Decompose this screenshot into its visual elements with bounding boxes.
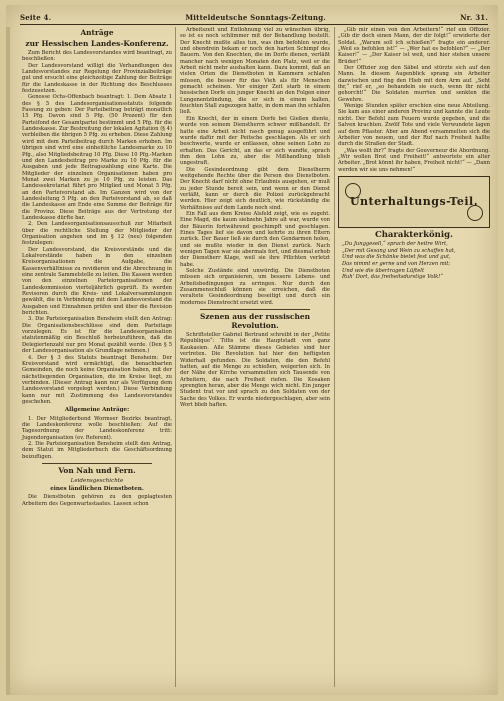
paragraph: Ein Knecht, der in einem Dorfe bei Gießen diente, wurde von seinem Dienstherrn schwer mißhandelt. Er hatte eine Arbeit nicht rasch genug ausgeführt und wurde dafür mit der Peitsche geschlagen. Als er sich beschwerte, wurde er entlassen, ohne seinen Lohn zu erhalten. Das Gericht, an das er sich wandte, sprach ihm den Lohn zu, aber die Mißhandlung blieb ungestraft.: [180, 115, 330, 167]
poem-line: Ruh' Dort, das freiheitsdurstige Volk!“: [342, 274, 443, 281]
paragraph: 3. Die Parteiorganisation Bensheim stellt den Antrag: Die Organisationsbeschlüsse sind dem Parteitage vorzulegen. Es ist für die Landesorganisation statutenmäßig ein Beschluß herbeizuführen, daß die Delegiertenzahl nur pro Monat gezählt werde. (Den § 5 der Landesorganisation als Grundlage nehmen.): [22, 316, 172, 355]
column-divider: [334, 27, 335, 687]
newspaper-title: Mitteldeutsche Sonntags-Zeitung.: [185, 12, 326, 22]
paragraph: „Gib mir einen von den Arbeitern!“ rief ein Offizier. „Gib dir doch einen Mann, der dir folgt!“ erwiderte der Soldat. „Warum soll ich schießen?“ fragte ein anderer. „Weil es befohlen ist!“ — „Wer hat es befohlen?“ — „Der Kaiser!“ — „Der Kaiser ist weit, und hier stehen unsere Brüder!“: [338, 27, 490, 65]
poem-line: „Du Junggesell,“ sprach der heitre Wirt,: [342, 241, 448, 248]
column-divider: [175, 27, 176, 687]
paragraph: Solche Zustände sind unwürdig. Die Dienstboten müssen sich organisieren, um bessere Lebens- und Arbeitsbedingungen zu erringen. Nur durch den Zusammenschluß können sie erreichen, daß die veraltete Gesindeordnung beseitigt und durch ein modernes Dienstrecht ersetzt wird.: [180, 268, 330, 306]
section-banner: [338, 176, 490, 228]
poem-line: „Der mit Gesang und Wein zu schaffen hat,: [342, 247, 456, 254]
paragraph: Der Landesvorstand willigt die Verhandlungen des Landesvorstandes zur Regelung der Provinzialbeiträge gut und ersucht eine gleichzeitige Zahlung der Beiträge für die Landeskasse in der Richtung des Beschlusses festzusetzen.: [22, 62, 172, 95]
article-heading: Von Nah und Fern.: [58, 466, 136, 475]
article-subheading: Leidensgeschichte: [70, 477, 124, 484]
divider: [42, 463, 152, 464]
column-3: [338, 27, 490, 281]
newspaper-page: [6, 5, 498, 695]
paragraph: Der Landesvorstand, die Kreisvorstände und die Lokalvorstände haben in den einzelnen Kreisorganisationen die Aufgabe, die Kassenverhältnisse zu revidieren und die Abrechnung in eine zentrale Sammelstelle zu leiten. Die Kassen werden von den einzelnen Parteiorganisationen der Landeskommission vierteljährlich geprüft. Es werden Revisoren durch die Kreis- und Lokalversammlungen gewählt, die in Verbindung mit dem Landesvorstand die Ausgaben und Einnahmen prüfen und über die Revision berichten.: [22, 246, 172, 317]
section-heading: Allgemeine Anträge:: [64, 407, 130, 414]
poem-title: Charakterkönig.: [374, 229, 453, 240]
section-banner-title: Unterhaltungs-Teil.: [349, 194, 479, 208]
ornament-icon: [345, 183, 361, 199]
paragraph: Der Offizier zog den Säbel und stürzte sich auf den Mann. In diesem Augenblick sprang ein Arbeiter dazwischen und fing den Hieb mit dem Arm auf. „Seht ihr,“ rief er, „so behandeln sie euch, wenn ihr nicht gehorcht!“ Die Soldaten murrten und senkten die Gewehre.: [338, 65, 490, 103]
page-gutter: [6, 27, 10, 695]
paragraph: Zum Bericht des Landesvorstandes wird beantragt, zu beschließen:: [22, 50, 172, 63]
paragraph: Wenige Stunden später erschien eine neue Abteilung. Sie kam aus einer anderen Provinz und kannte die Leute nicht. Der Befehl zum Feuern wurde gegeben, und die Salven krachten. Zwölf Tote und viele Verwundete lagen auf dem Pflaster. Aber am Abend versammelten sich die Arbeiter von neuem, und der Ruf nach Freiheit hallte durch die Straßen der Stadt.: [338, 103, 490, 148]
paragraph: Ein Fall aus dem Kreise Alsfeld zeigt, wie es zugeht. Eine Magd, die kaum siebzehn Jahre alt war, wurde von der Bäuerin fortwährend geschimpft und geschlagen. Eines Tages lief sie davon und kehrte zu ihren Eltern zurück. Der Bauer ließ sie durch den Gendarmen holen, und sie mußte wieder in den Dienst zurück. Nach wenigen Tagen war sie abermals fort, und diesmal erhob der Dienstherr Klage, weil sie ihre Pflichten verletzt habe.: [180, 210, 330, 268]
article-heading: Szenen aus der russischen Revolution.: [200, 312, 310, 330]
paragraph: Arbeitszeit und Entlohnung viel zu wünschen übrig, so ist es noch schlimmer mit der Behandlung bestellt. Der Knecht mußte alles tun, was ihm befohlen wurde, und obendrein bekam er noch den harten Schimpf des Bauern. Von den Knechten, die im Dorfe dienen, verläßt mancher nach wenigen Monaten den Platz, weil er die Arbeit nicht mehr aushalten kann. Dazu kommt, daß an vielen Orten die Dienstboten in Kammern schlafen müssen, die besser für das Vieh als für Menschen gemacht scheinen. Vor einiger Zeit starb in einem hessischen Dorfe ein junger Knecht an den Folgen einer Lungenentzündung, die er sich in einem kalten, feuchten Stall zugezogen hatte, in dem man ihn schlafen ließ.: [180, 27, 330, 116]
column-1: [22, 27, 172, 507]
paragraph: Die Gesindeordnung gibt dem Dienstherrn weitgehende Rechte über die Person des Dienstboten. Der Knecht darf nicht ohne Erlaubnis ausgehen, er muß zu jeder Stunde bereit sein, und wenn er den Dienst verläßt, kann er durch die Polizei zurückgebracht werden. Hier zeigt sich deutlich, wie rückständig die Verhältnisse auf dem Lande noch sind.: [180, 166, 330, 211]
article-subheading: eines ländlichen Dienstboten.: [50, 485, 144, 492]
article-subheading: zur Hessischen Landes-Konferenz.: [25, 38, 169, 48]
column-2: [180, 27, 330, 408]
paragraph: 2. Die Parteiorganisation Bensheim stellt den Antrag, dem Statut im Mitgliederbuch die Geschäftsordnung beizufügen.: [22, 440, 172, 460]
poem-line: Und wie die übertragen Lüftelt: [342, 267, 425, 274]
header-rule: [20, 24, 488, 25]
paragraph: 4. Der § 3 des Statuts beantragt Bensheim: Der Kreisvorstand wird ermächtigt, die benachbarten Gemeinden, die noch keine Organisation haben, mit der nächstliegenden Organisation, die im Kreise liegt, zu verbinden. (Dieser Antrag kann nur als Verfügung dem Landesvorstand vorgelegt werden.) Diese Verbindung kann nur mit Zustimmung des Landesvorstandes geschehen.: [22, 354, 172, 405]
paragraph: Schriftsteller Gabriel Bertrand schreibt in der „Petite République“: Tiflis ist die Hauptstadt von ganz Kaukasien. Alle Stämme dieses Gebietes sind hier vertreten. Die Revolution hat hier den heftigsten Widerhall gefunden. Die Soldaten, die den Befehl hatten, auf die Menge zu schießen, weigerten sich. In der Nähe der Kirche versammelten sich Tausende von Arbeitern, die nach Freiheit riefen. Die Kosaken sprengten heran, aber die Menge wich nicht. Ein junger Student trat vor und sprach zu den Soldaten von der Sache des Volkes. Er wurde niedergeschlagen, aber sein Wort blieb haften.: [180, 332, 330, 408]
poem-line: Und was die Schänke bietet fest und gut,: [342, 254, 451, 261]
paragraph: 1. Der Mitgliederbund Wormser Bezirks beantragt, die Landeskonferenz wolle beschließen: Auf die Tagesordnung der Landeskonferenz tritt: Jugendorganisation (ev. Referent).: [22, 415, 172, 441]
poem-line: Das nimmt er gerne und von Herzen mit;: [342, 261, 451, 268]
ornament-icon: [467, 205, 483, 221]
page-number: Seite 4.: [20, 12, 52, 22]
paragraph: Die Dienstboten gehören zu den geplagtesten Arbeitern des Gegenwartsstaates. Lassen schon: [22, 494, 172, 507]
paragraph: Genosse Ochs-Offenbach beantragt: 1. Dem Absatz 1 des § 5 des Landesorganisationsstatuts folgende Fassung zu geben: Der Parteibeitrag beträgt monatlich 15 Pfg. Davon sind 5 Pfg. (50 Prozent) für den Parteifond der Gesamtpartei bestimmt und 5 Pfg. für die Landeskasse. Zur Bestreitung der lokalen Agitation (§ 4) verbleiben die übrigen 5 Pfg. zu erheben. Diese Zahlung wird mit dem Parteibeitrag durch Marken erhoben. Im übrigen sind wird eine einheitliche Landesmarke zu 10 Pfg., also Mitgliedsbeitrag 10 Pfg. Diese 10 Pfg.-Marken und den Landesbeitrag pro Marke zu 10 Pfg. für die Ausgaben und jede Beitragszahlung eine Karte. Die Mitglieder der einzelnen Organisationen haben pro Monat zwei Marken zu je 10 Pfg. zu leisten. Das Landessekretariat führt pro Mitglied und Monat 5 Pfg. an den Parteivorstand ab. Im Ganzen wird von der Landesleitung 5 Pfg. an den Parteivorstand ab, so daß die Landeskasse am Ende eine Summe der Beiträge für die Provinz. Diese Beiträge aus der Vertretung der Landeskasse dürfte bar.: [22, 94, 172, 221]
divider: [200, 309, 310, 310]
paragraph: „Was wollt ihr?“ fragte der Gouverneur die Abordnung. „Wir wollen Brot und Freiheit!“ antwortete ein alter Arbeiter. „Brot könnt ihr haben, Freiheit nicht!“ — „Dann werden wir sie uns nehmen!“: [338, 147, 490, 173]
page-header: [20, 11, 488, 23]
paragraph: 2. Den Landesorganisationsausschuß zur Mitarbeit über die rechtliche Stellung der Mitglieder der Organisation angehen und im § 12 (neu) folgenden festzulegen:: [22, 221, 172, 247]
article-heading: Anträge: [80, 28, 114, 37]
issue-number: Nr. 31.: [460, 12, 488, 22]
